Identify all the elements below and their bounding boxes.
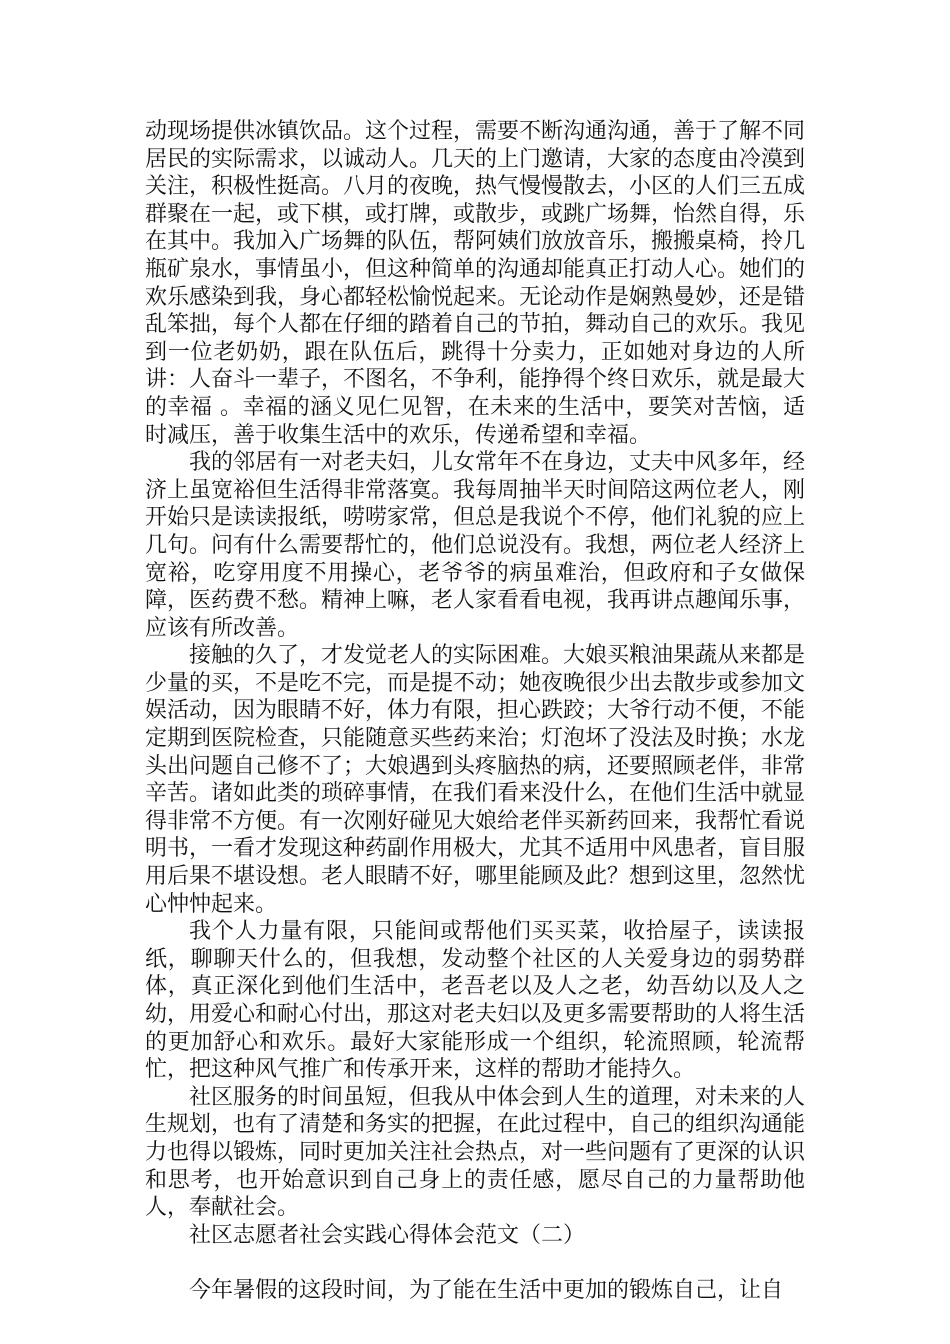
paragraph-1: 动现场提供冰镇饮品。这个过程，需要不断沟通沟通，善于了解不同居民的实际需求，以诚动人。几天的上门邀请，大家的态度由冷漠到关注，积极性挺高。八月的夜晚，热气慢慢散去，小区的人们三五成群聚在一起，或下棋，或打牌，或散步，或跳广场舞，怡然自得，乐在其中。我加入广场舞的队伍，帮阿姨们放放音乐，搬搬桌椅，拎几瓶矿泉水，事情虽小，但这种简单的沟通却能真正打动人心。她们的欢乐感染到我，身心都轻松愉悦起来。无论动作是娴熟曼妙，还是错乱笨拙，每个人都在仔细的踏着自己的节拍，舞动自己的欢乐。我见到一位老奶奶，跟在队伍后，跳得十分卖力，正如她对身边的人所讲：人奋斗一辈子，不图名，不争利，能挣得个终日欢乐，就是最大的幸福 。幸福的涵义见仁见智，在未来的生活中，要笑对苦恼，适时减压，善于收集生活中的欢乐，传递希望和幸福。	[145, 119, 806, 448]
paragraph-6: 今年暑假的这段时间，为了能在生活中更加的锻炼自己，让自	[189, 1277, 784, 1303]
blank-line	[145, 1249, 805, 1277]
paragraph-3: 接触的久了，才发觉老人的实际困难。大娘买粮油果蔬从来都是少量的买，不是吃不完，而是提不动；她夜晚很少出去散步或参加文娱活动，因为眼睛不好，体力有限，担心跌跤；大爷行动不便，不能定期到医院检查，只能随意买些药来治；灯泡坏了没法及时换；水龙头出问题自己修不了；大娘遇到头疼脑热的病，还要照顾老伴，非常辛苦。诸如此类的琐碎事情，在我们看来没什么，在他们生活中就显得非常不方便。有一次刚好碰见大娘给老伴买新药回来，我帮忙看说明书，一看才发现这种药副作用极大，尤其不适用中风患者，盲目服用后果不堪设想。老人眼睛不好，哪里能顾及此？想到这里，忽然忧心忡忡起来。	[145, 643, 806, 917]
paragraph-4: 我个人力量有限，只能间或帮他们买买菜，收拾屋子，读读报纸，聊聊天什么的，但我想，发动整个社区的人关爱身边的弱势群体，真正深化到他们生活中，老吾老以及人之老，幼吾幼以及人之幼，用爱心和耐心付出，那这对老夫妇以及更多需要帮助的人将生活的更加舒心和欢乐。最好大家能形成一个组织，轮流照顾，轮流帮忙，把这种风气推广和传承开来，这样的帮助才能持久。	[145, 919, 806, 1083]
document-page	[145, 118, 805, 1305]
section-title: 社区志愿者社会实践心得体会范文（二）	[189, 1222, 586, 1248]
paragraph-5: 社区服务的时间虽短，但我从中体会到人生的道理，对未来的人生规划，也有了清楚和务实的把握，在此过程中，自己的组织沟通能力也得以锻炼，同时更加关注社会热点，对一些问题有了更深的认识和思考，也开始意识到自己身上的责任感，愿尽自己的力量帮助他人，奉献社会。	[145, 1084, 806, 1221]
paragraph-2: 我的邻居有一对老夫妇，儿女常年不在身边，丈夫中风多年，经济上虽宽裕但生活得非常落寞。我每周抽半天时间陪这两位老人，刚开始只是读读报纸，唠唠家常，但总是我说个不停，他们礼貌的应上几句。问有什么需要帮忙的，他们总说没有。我想，两位老人经济上宽裕，吃穿用度不用操心，老爷爷的病虽难治，但政府和子女做保障，医药费不愁。精神上嘛，老人家看看电视，我再讲点趣闻乐事，应该有所改善。	[145, 450, 806, 641]
